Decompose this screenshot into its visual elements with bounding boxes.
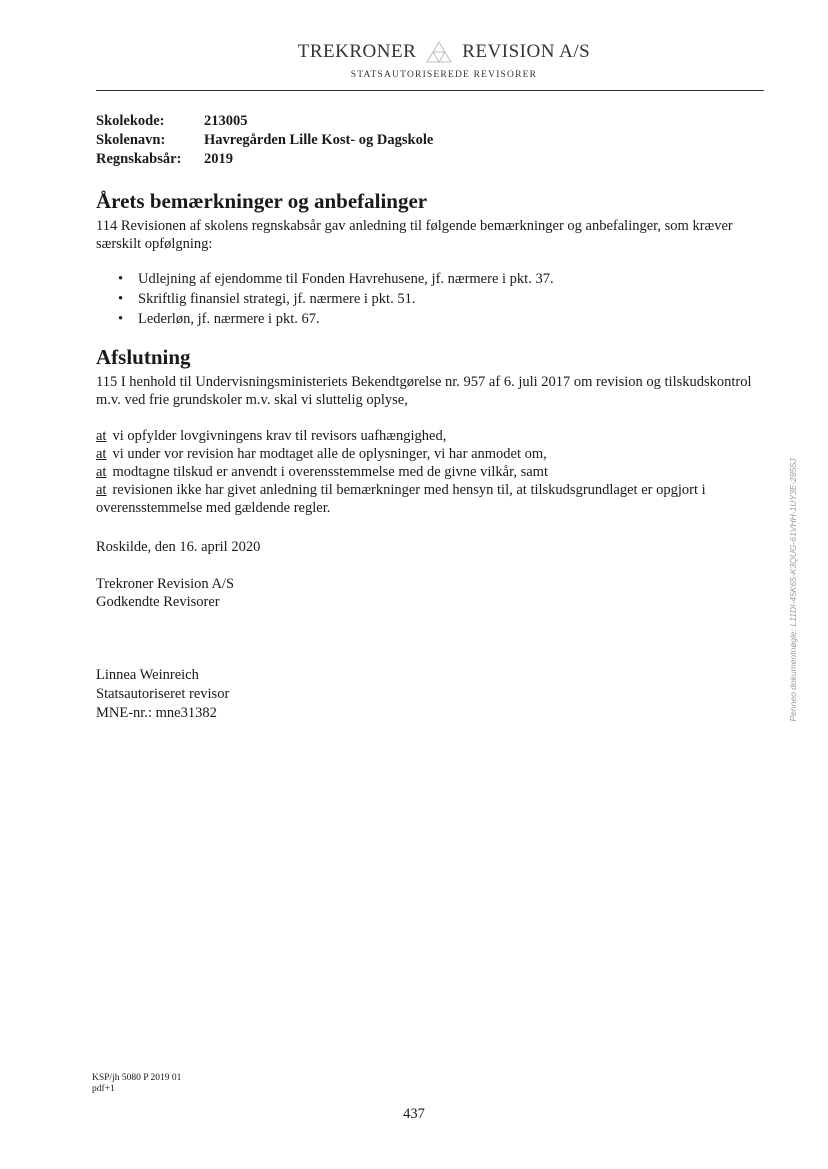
- at-word: at: [96, 428, 107, 444]
- letterhead: [0, 40, 828, 80]
- remarks-list: [118, 269, 554, 329]
- meta-row-school-name: [96, 131, 433, 150]
- signer-mne: MNE-nr.: mne31382: [96, 705, 217, 721]
- confirmation-list: [96, 427, 746, 517]
- closing-intro: 115 I henhold til Undervisningsministeriets Bekendtgørelse nr. 957 af 6. juli 2017 om revision og tilskudskontrol m.v. ved frie grundskoler m.v. skal vi sluttelig oplyse,: [96, 374, 752, 408]
- brand-name: [60, 40, 828, 64]
- document-key-text: Penneo dokumentnøgle: L11DI-45K65-K3QUG-61VHH-1UY3E-2855J: [788, 458, 798, 722]
- firm-name: Trekroner Revision A/S: [96, 576, 235, 592]
- list-item: at vi under vor revision har modtaget alle de oplysninger, vi har anmodet om,: [96, 446, 547, 462]
- brand-tagline: STATSAUTORISEREDE REVISORER: [350, 70, 538, 80]
- crown-mountain-logo-icon: [424, 40, 454, 64]
- signer-title: Statsautoriseret revisor: [96, 686, 230, 702]
- footer-reference: KSP/jh 5080 P 2019 01: [92, 1073, 182, 1083]
- remarks-intro: 114 Revisionen af skolens regnskabsår gav anledning til følgende bemærkninger og anbefalinger, som kræver særskilt opfølgning:: [96, 218, 733, 252]
- section-heading-closing: Afslutning: [96, 345, 191, 369]
- list-item: • Udlejning af ejendomme til Fonden Havrehusene, jf. nærmere i pkt. 37.: [118, 269, 554, 289]
- list-item: at vi opfylder lovgivningens krav til revisors uafhængighed,: [96, 428, 447, 444]
- meta-label: Regnskabsår:: [96, 151, 182, 167]
- list-item: • Skriftlig finansiel strategi, jf. nærmere i pkt. 51.: [118, 289, 554, 309]
- meta-label: Skolenavn:: [96, 132, 166, 148]
- place-date: Roskilde, den 16. april 2020: [96, 539, 261, 555]
- section-heading-remarks: Årets bemærkninger og anbefalinger: [96, 189, 428, 213]
- header-divider: [96, 90, 764, 91]
- list-item: • Lederløn, jf. nærmere i pkt. 67.: [118, 309, 554, 329]
- at-word: at: [96, 482, 107, 498]
- school-meta: [96, 112, 433, 169]
- meta-value: Havregården Lille Kost- og Dagskole: [204, 132, 434, 148]
- meta-label: Skolekode:: [96, 113, 165, 129]
- at-word: at: [96, 464, 107, 480]
- brand-name-left: TREKRONER: [297, 41, 417, 62]
- page-number: 437: [403, 1106, 425, 1122]
- list-item: at revisionen ikke har givet anledning til bemærkninger med hensyn til, at tilskudsgrundlaget er opgjort i overensstemmelse med gældende regler.: [96, 482, 706, 516]
- brand-name-right: REVISION A/S: [462, 41, 591, 62]
- meta-value: 213005: [204, 113, 248, 129]
- list-item: at modtagne tilskud er anvendt i overensstemmelse med de givne vilkår, samt: [96, 464, 548, 480]
- footer-reference-2: pdf+1: [92, 1084, 115, 1094]
- firm-subtitle: Godkendte Revisorer: [96, 594, 220, 610]
- signer-name: Linnea Weinreich: [96, 667, 199, 683]
- meta-value: 2019: [204, 151, 233, 167]
- at-word: at: [96, 446, 107, 462]
- meta-row-school-code: [96, 112, 433, 131]
- meta-row-fiscal-year: [96, 150, 433, 169]
